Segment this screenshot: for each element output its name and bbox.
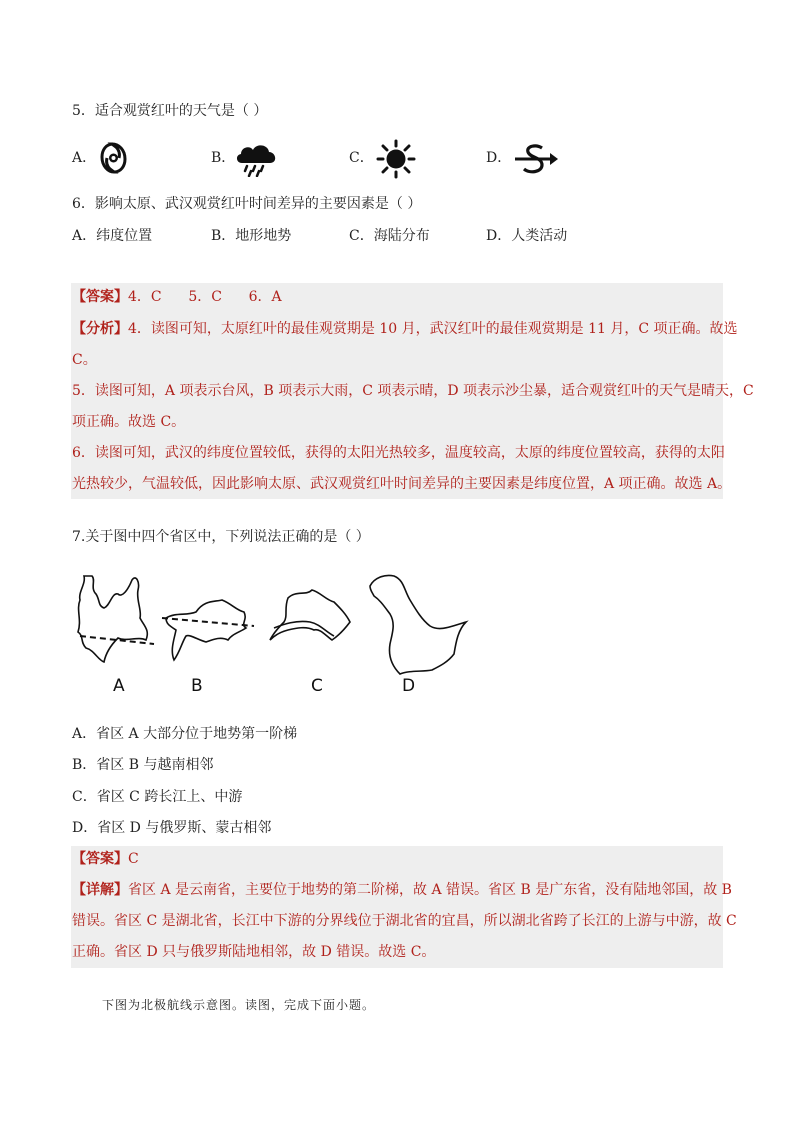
q5-option-c-label: C． [349,150,374,166]
sandstorm-icon [512,141,560,177]
q6-option-b: B．地形地势 [211,228,292,244]
province-c-outline [270,590,350,640]
detail-tag: 【详解】 [72,882,128,898]
answer2-value: C [128,851,139,867]
answer2-tag: 【答案】 [72,851,128,867]
q5-option-d-label: D． [486,150,512,166]
detail-text-1: 省区 A 是云南省，主要位于地势的第二阶梯，故 A 错误。省区 B 是广东省，没有陆地邻国，故 B [128,882,732,898]
map-label-d: D [402,676,416,696]
q6-stem: 6．影响太原、武汉观赏红叶时间差异的主要因素是（ ） [72,196,422,212]
q6-option-c: C．海陆分布 [349,228,430,244]
q5-option-b-label: B． [211,150,236,166]
q5-option-a-label: A． [72,150,97,166]
heavy-rain-icon [234,141,280,177]
q7-option-c: C．省区 C 跨长江上、中游 [72,789,243,805]
answer-line [72,287,282,307]
analysis-line-1 [72,319,738,339]
q6-option-d: D．人类活动 [486,228,568,244]
next-section-intro: 下图为北极航线示意图。读图，完成下面小题。 [102,998,376,1012]
q5-stem: 5．适合观赏红叶的天气是（ ） [72,103,268,119]
analysis-q5-line-1: 5．读图可知，A 项表示台风，B 项表示大雨，C 项表示晴，D 项表示沙尘暴，适合观赏红叶的天气是晴天，C [72,383,754,399]
q7-option-d: D．省区 D 与俄罗斯、蒙古相邻 [72,820,272,836]
detail-line-1 [72,880,732,900]
sunny-icon [376,139,416,179]
analysis-q5-line-2: 项正确。故选 C。 [72,414,186,430]
analysis-text-1: 4．读图可知，太原红叶的最佳观赏期是 10 月，武汉红叶的最佳观赏期是 11 月，C 项正确。故选 [128,321,738,337]
detail-line-2: 错误。省区 C 是湖北省，长江中下游的分界线位于湖北省的宜昌，所以湖北省跨了长江的上游与中游，故 C [72,913,737,929]
analysis-tag: 【分析】 [72,321,128,337]
province-b-outline [166,600,246,660]
province-outlines-map [70,570,470,675]
province-d-outline [370,575,466,674]
map-label-b: B [191,676,203,696]
q6-option-a: A．纬度位置 [72,228,153,244]
province-a-outline [78,576,147,662]
map-label-a: A [113,676,125,696]
q7-option-a: A．省区 A 大部分位于地势第一阶梯 [72,726,298,742]
map-label-c: C [311,676,323,696]
analysis-q6-line-2: 光热较少，气温较低，因此影响太原、武汉观赏红叶时间差异的主要因素是纬度位置，A 项正确。故选 A。 [72,476,732,492]
answer2-line [72,849,139,869]
answer-values: 4．C 5．C 6．A [128,289,282,305]
answer-tag: 【答案】 [72,289,128,305]
typhoon-icon [98,140,128,176]
q7-option-b: B．省区 B 与越南相邻 [72,757,214,773]
detail-line-3: 正确。省区 D 只与俄罗斯陆地相邻，故 D 错误。故选 C。 [72,944,436,960]
analysis-line-2: C。 [72,352,97,368]
analysis-q6-line-1: 6．读图可知，武汉的纬度位置较低，获得的太阳光热较多，温度较高，太原的纬度位置较高，获得的太阳 [72,445,725,461]
q7-stem: 7.关于图中四个省区中，下列说法正确的是（ ） [72,529,370,545]
